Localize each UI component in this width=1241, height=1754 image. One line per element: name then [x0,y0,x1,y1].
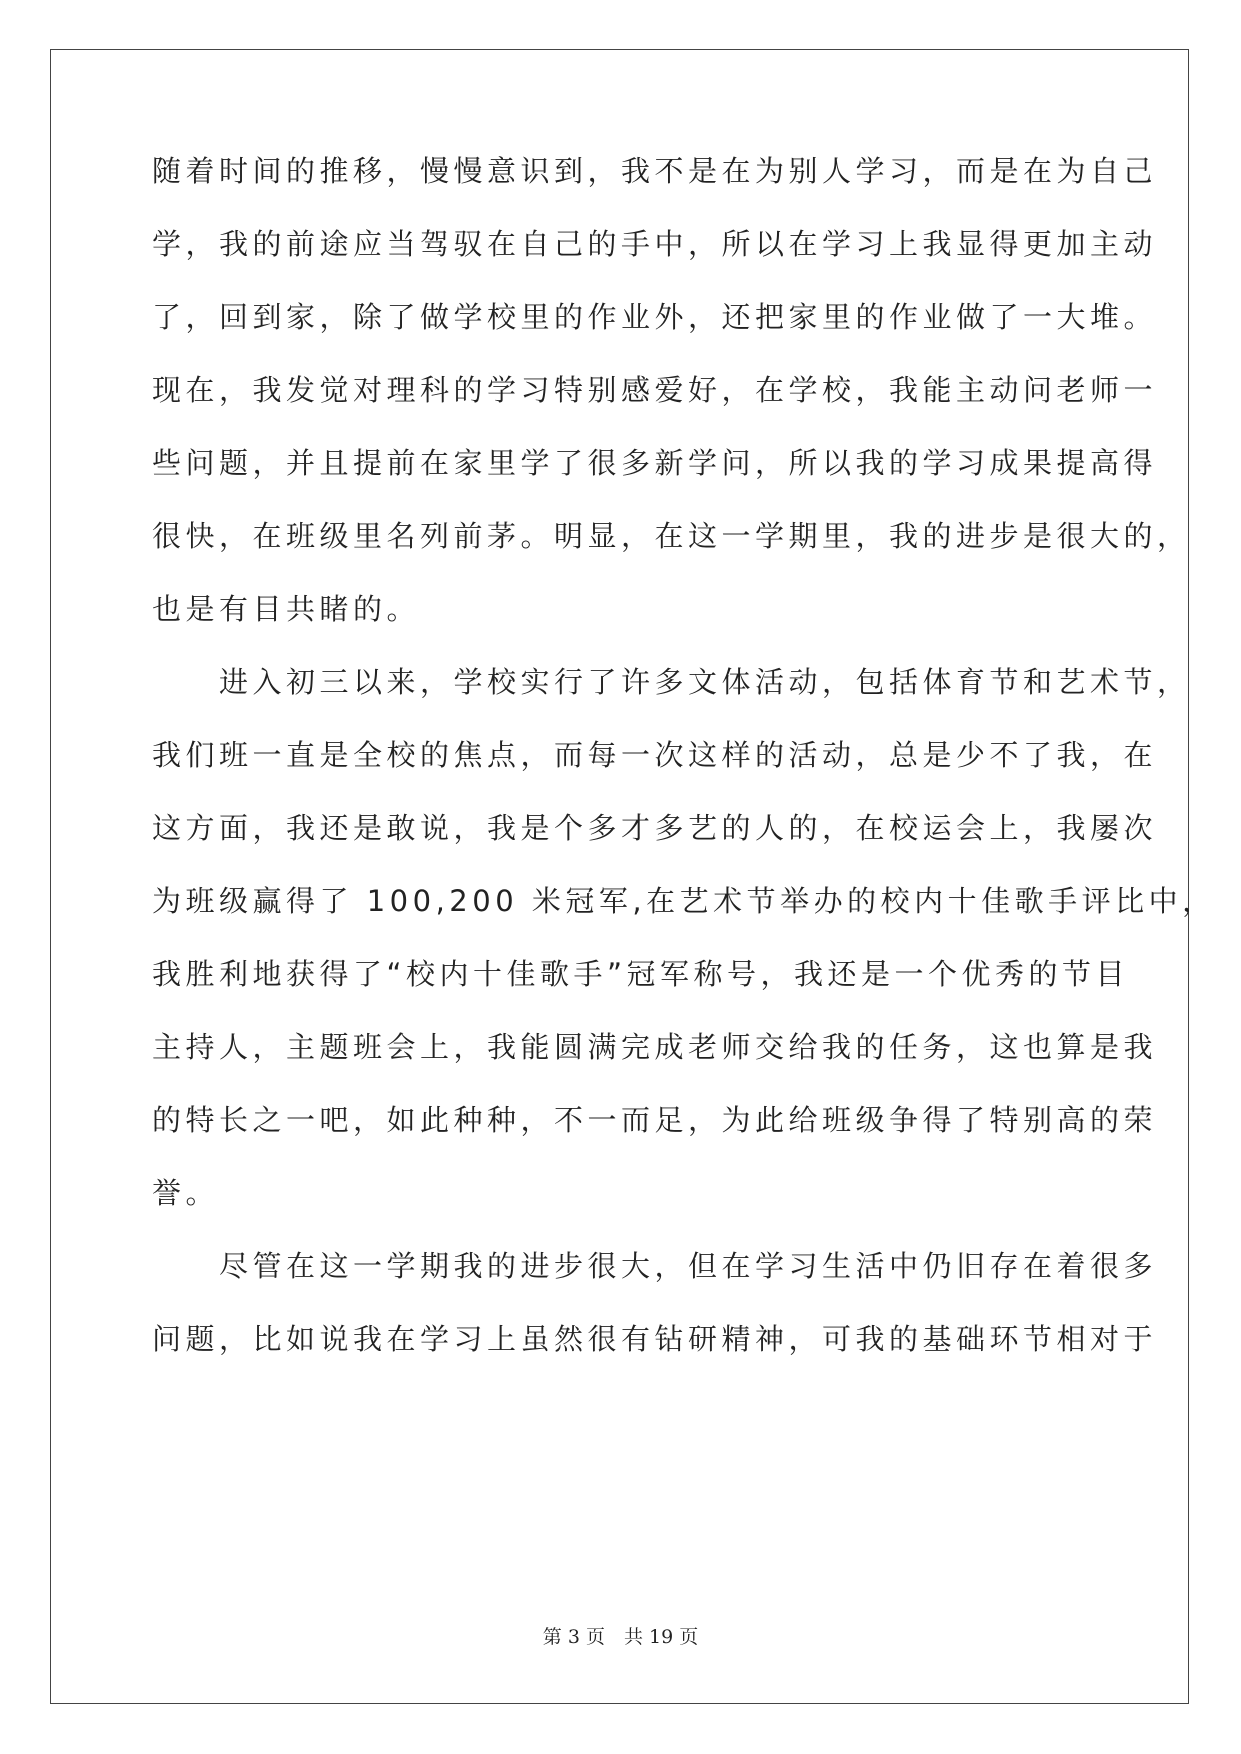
text-line: 我胜利地获得了“校内十佳歌手”冠军称号，我还是一个优秀的节目 [152,957,1130,991]
text-line: 了，回到家，除了做学校里的作业外，还把家里的作业做了一大堆。 [152,300,1158,334]
text-line: 随着时间的推移，慢慢意识到，我不是在为别人学习，而是在为自己 [152,154,1158,188]
text-line: 进入初三以来，学校实行了许多文体活动，包括体育节和艺术节， [152,665,1191,699]
text-line: 些问题，并且提前在家里学了很多新学问，所以我的学习成果提高得 [152,446,1158,480]
text-line: 尽管在这一学期我的进步很大，但在学习生活中仍旧存在着很多 [152,1249,1158,1283]
text-line: 这方面，我还是敢说，我是个多才多艺的人的，在校运会上，我屡次 [152,811,1158,845]
text-line: 我们班一直是全校的焦点，而每一次这样的活动，总是少不了我，在 [152,738,1158,772]
text-line: 誉。 [152,1176,220,1210]
text-line: 的特长之一吧，如此种种，不一而足，为此给班级争得了特别高的荣 [152,1103,1158,1137]
text-line: 很快，在班级里名列前茅。明显，在这一学期里，我的进步是很大的， [152,519,1191,553]
text-line: 也是有目共睹的。 [152,592,421,626]
text-line: 学，我的前途应当驾驭在自己的手中，所以在学习上我显得更加主动 [152,227,1158,261]
text-line: 主持人，主题班会上，我能圆满完成老师交给我的任务，这也算是我 [152,1030,1158,1064]
text-line: 为班级赢得了 100,200 米冠军,在艺术节举办的校内十佳歌手评比中， [152,884,1216,918]
page-footer: 第 3 页 共 19 页 [542,1626,699,1648]
text-line: 问题，比如说我在学习上虽然很有钻研精神，可我的基础环节相对于 [152,1322,1158,1356]
text-line: 现在，我发觉对理科的学习特别感爱好，在学校，我能主动问老师一 [152,373,1158,407]
